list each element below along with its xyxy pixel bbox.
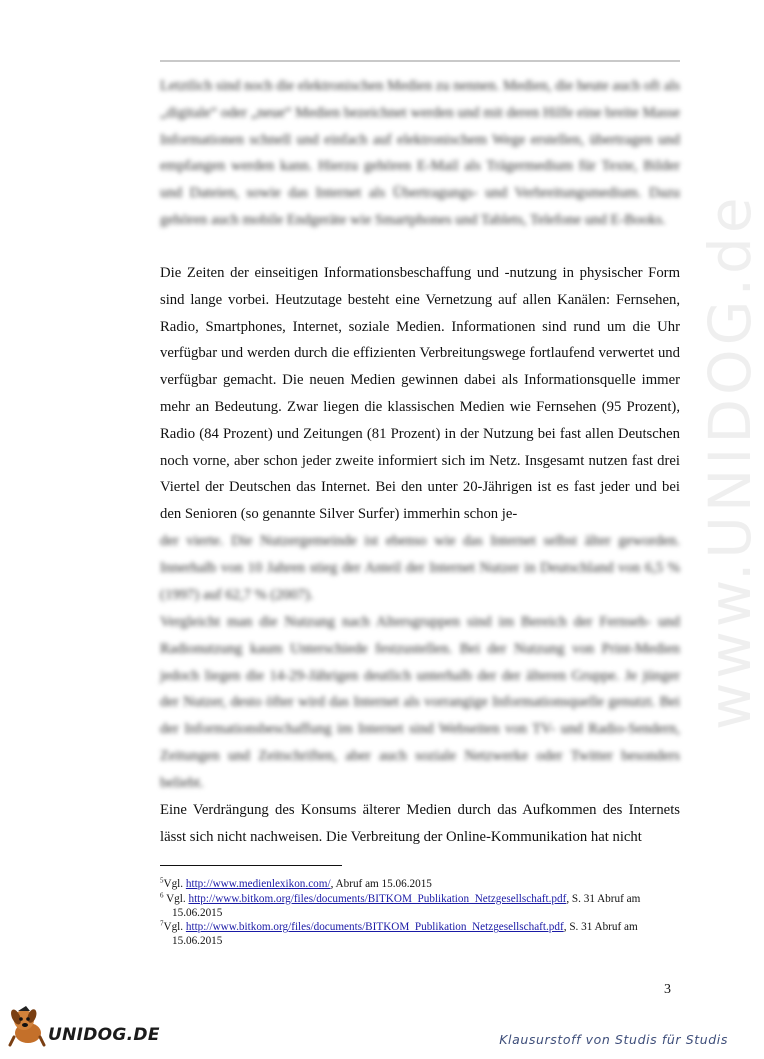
footnote-prefix: Vgl. <box>163 921 186 934</box>
footnote-5 <box>160 878 680 892</box>
footnote-7 <box>160 921 680 949</box>
paragraph-visible-1: Die Zeiten der einseitigen Informationsbeschaffung und -nutzung in physischer Form sind lange vorbei. Heutzutage besteht eine Vernetzung auf allen Kanälen: Fernsehen, Radio, Smartphones, Internet, soziale Medien. Informationen sind rund um die Uhr verfügbar und werden durch die effizienten Verbreitungswege fortlaufend verwertet und verfügbar gemacht. Die neuen Medien gewinnen dabei als Informationsquelle immer mehr an Bedeutung. Zwar liegen die klassischen Medien wie Fernsehen (95 Prozent), Radio (84 Prozent) und Zeitungen (81 Prozent) in der Nutzung bei fast allen Deutschen noch vorne, aber schon jeder zweite informiert sich im Netz. Insgesamt nutzen fast drei Viertel der Deutschen das Internet. Bei den unter 20-Jährigen ist es fast jeder und bei den Senioren (so genannte Silver Surfer) immerhin schon je- <box>160 265 680 523</box>
footnote-number: 5 <box>160 876 164 885</box>
footnotes <box>160 878 680 950</box>
footnote-suffix: , S. 31 Abruf am 15.06.2015 <box>172 921 638 948</box>
footnote-link[interactable]: http://www.bitkom.org/files/documents/BITKOM_Publikation_Netzgesellschaft.pdf <box>188 892 567 905</box>
logo-text[interactable]: UNIDOG.DE <box>48 1025 160 1045</box>
paragraph-blurred-1: Letztlich sind noch die elektronischen Medien zu nennen. Medien, die heute auch oft als „digitale“ oder „neue“ Medien bezeichnet werden und mit deren Hilfe eine breite Masse Informationen schnell und einfach auf elektronischem Wege erstellen, übertragen und empfangen werden kann. Hierzu gehören E-Mail als Trägermedium für Texte, Bilder und Dateien, sowie das Internet als Übertragungs- und Verbreitungsmedium. Dazu gehören auch mobile Endgeräte wie Smartphones und Tablets, Telefone und E-Books. <box>160 78 681 228</box>
paragraph-blurred-3: Vergleicht man die Nutzung nach Altersgruppen sind im Bereich der Fernseh- und Radionutzung kaum Unterschiede festzustellen. Bei der Nutzung von Print-Medien jedoch liegen die 14-29-Jährigen deutlich unterhalb der der älteren Gruppe. Je jünger der Nutzer, desto öfter wird das Internet als vorrangige Informationsquelle genutzt. Bei der Informationsbeschaffung im Internet sind Webseiten von TV- und Radio-Sendern, Zeitungen und Zeitschriften, aber auch soziale Netzwerke oder Twitter besonders beliebt. <box>160 614 680 791</box>
footnote-separator <box>160 865 342 866</box>
header-rule <box>160 60 680 62</box>
footnote-number: 6 <box>160 891 164 900</box>
footnote-link[interactable]: http://www.medienlexikon.com/ <box>185 878 331 890</box>
footnote-6 <box>160 893 680 921</box>
footnote-link[interactable]: http://www.bitkom.org/files/documents/BITKOM_Publikation_Netzgesellschaft.pdf <box>185 921 564 934</box>
footnote-suffix: , S. 31 Abruf am 15.06.2015 <box>172 892 641 919</box>
footnote-number: 7 <box>160 919 164 928</box>
paragraph-blurred-2: der vierte. Die Nutzergemeinde ist ebenso wie das Internet selbst älter geworden. Innerhalb von 10 Jahren stieg der Anteil der Internet Nutzer in Deutschland von 6,5 % (1997) auf 62,7 % (2007). <box>160 533 680 603</box>
paragraph-visible-2: Eine Verdrängung des Konsums älterer Medien durch das Aufkommen des Internets lässt sich nicht nachweisen. Die Verbreitung der Online-Kommunikation hat nicht <box>160 802 680 845</box>
footnote-prefix: Vgl. <box>163 892 189 905</box>
footer-slogan: Klausurstoff von Studis für Studis <box>499 1032 728 1047</box>
watermark: www.UNIDOG.de <box>696 193 764 730</box>
footnote-prefix: Vgl. <box>163 878 186 890</box>
page-number: 3 <box>664 982 671 997</box>
footnote-suffix: , Abruf am 15.06.2015 <box>330 878 432 890</box>
